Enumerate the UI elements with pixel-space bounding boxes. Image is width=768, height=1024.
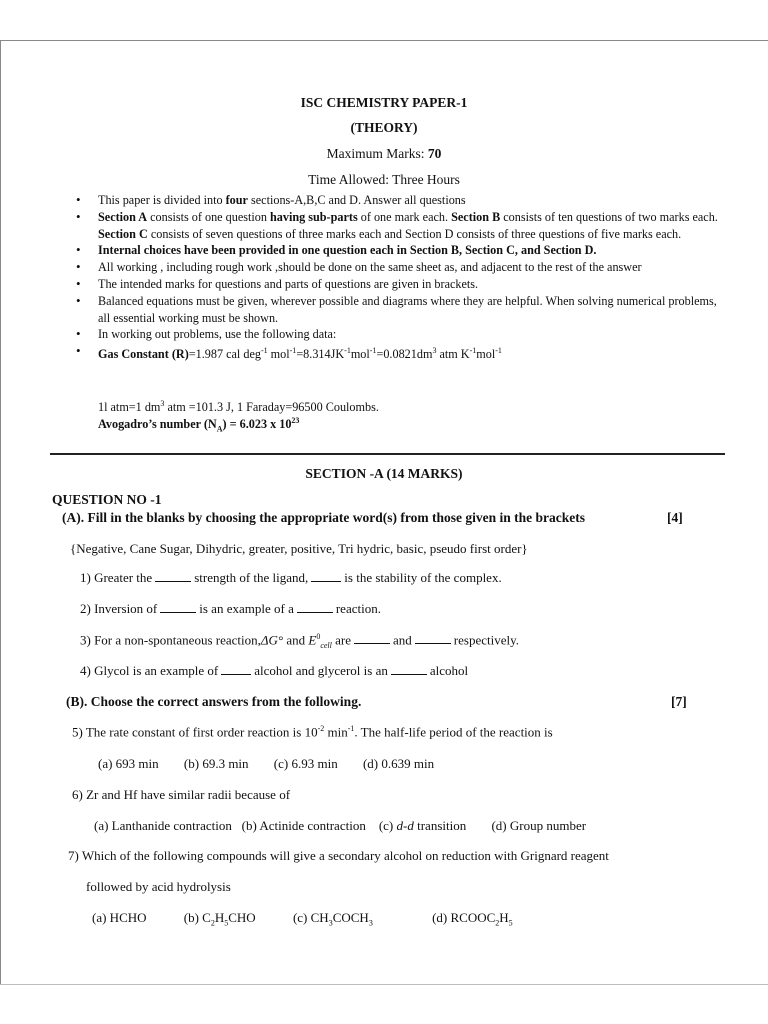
q1-text-b: strength of the ligand, — [194, 570, 309, 585]
sub: 2 — [210, 918, 215, 928]
instruction-text: Balanced equations must be given, wherever possible and diagrams where they are helpful. When solving numerical problems, all essential working must be shown. — [98, 293, 717, 325]
exp: -1 — [369, 346, 377, 356]
exp: -1 — [344, 346, 351, 356]
instruction-item — [76, 192, 726, 209]
delta-g-symbol: ΔG° — [260, 632, 284, 648]
instruction-text: Section A — [98, 209, 148, 224]
q4-text-a: 4) Glycol is an example of — [80, 663, 219, 678]
option-b[interactable] — [183, 910, 256, 928]
instruction-text: The intended marks for questions and parts of questions are given in brackets. — [98, 276, 479, 291]
exp: -2 — [317, 724, 325, 733]
avogadro-label: Avogadro’s number (N — [98, 417, 217, 432]
part-b-marks: [7] — [671, 694, 687, 709]
instruction-text: Section C — [98, 226, 148, 241]
blank-line[interactable] — [160, 601, 196, 613]
t: H — [214, 910, 225, 925]
atm-text: 1l atm=1 dm — [98, 400, 161, 415]
section-divider — [50, 453, 725, 455]
instruction-gas-constant — [76, 343, 726, 363]
q4-text-c: alcohol — [429, 663, 469, 678]
instructions-list — [76, 192, 726, 363]
exp: -1 — [260, 346, 268, 356]
option-b[interactable]: (b) 69.3 min — [183, 756, 249, 771]
instruction-text: In working out problems, use the following data: — [98, 327, 337, 342]
q3-and-1: and — [286, 632, 306, 648]
gas-constant-value-2: mol — [270, 347, 290, 362]
instruction-text: of one mark each. — [357, 209, 452, 224]
gas-constant-value-1: =1.987 cal deg — [188, 347, 261, 362]
exp: -1 — [347, 724, 355, 733]
t: CHO — [228, 910, 256, 925]
exp: 3 — [432, 346, 437, 356]
q5-text-b: min — [324, 724, 348, 740]
instruction-text: sections-A,B,C and D. Answer all questions — [247, 193, 466, 207]
option-d[interactable]: (d) Group number — [491, 818, 587, 833]
sub: A — [216, 424, 223, 434]
t: (b) C — [183, 910, 211, 925]
blank-line[interactable] — [221, 663, 251, 675]
gas-constant-label: Gas Constant — [98, 347, 169, 362]
time-allowed: Time Allowed: Three Hours — [308, 172, 460, 187]
mcq-options-6 — [94, 818, 586, 834]
gas-constant-value-6: atm K — [439, 347, 470, 362]
instruction-text: Section B — [451, 209, 501, 224]
page-bottom-border — [0, 984, 768, 985]
q2-text-b: is an example of a — [199, 601, 294, 616]
cell-sub: cell — [320, 640, 332, 650]
exp: -1 — [469, 346, 477, 356]
q4-text-b: alcohol and glycerol is an — [254, 663, 388, 678]
option-c[interactable] — [292, 910, 373, 928]
word-bank: {Negative, Cane Sugar, Dihydric, greater, positive, Tri hydric, basic, pseudo first order} — [70, 541, 528, 556]
instruction-text: All working , including rough work ,should be done on the same sheet as, and adjacent to the rest of the answer — [98, 260, 642, 275]
q3-and-2: and — [393, 632, 412, 648]
sub: 5 — [508, 918, 513, 928]
gas-constant-value-7: mol — [476, 347, 496, 362]
instruction-item — [76, 209, 726, 243]
mcq-options-7 — [92, 910, 513, 928]
option-d[interactable]: (d) 0.639 min — [362, 756, 435, 771]
max-marks-value: 70 — [427, 146, 442, 161]
q3-text-c: respectively. — [453, 632, 519, 648]
option-c[interactable]: (c) 6.93 min — [273, 756, 338, 771]
exp: 0 — [316, 632, 321, 641]
q2-text-c: reaction. — [335, 601, 381, 616]
avogadro-value: ) = 6.023 x 10 — [222, 417, 292, 432]
part-b-heading: (B). Choose the correct answers from the following. — [66, 694, 362, 709]
instruction-item — [76, 326, 726, 343]
gas-constant-symbol: (R) — [171, 347, 189, 362]
exp: -1 — [289, 346, 297, 356]
exp: 3 — [160, 399, 165, 408]
gas-constant-value-3: =8.314JK — [296, 347, 345, 362]
option-c-italic: d-d — [396, 818, 414, 833]
option-c-text: transition — [413, 818, 467, 833]
q1-text-a: 1) Greater the — [80, 570, 153, 585]
instruction-text: consists of seven questions of three marks each and Section D consists of three questions of five marks each. — [147, 226, 682, 241]
blank-question-3 — [80, 632, 519, 650]
blank-line[interactable] — [391, 663, 427, 675]
section-a-title: SECTION -A (14 MARKS) — [305, 466, 463, 481]
sub: 3 — [368, 918, 373, 928]
part-a-heading: (A). Fill in the blanks by choosing the appropriate word(s) from those given in the brackets — [62, 510, 586, 525]
blank-question-4 — [80, 663, 468, 679]
instruction-text: consists of one question — [147, 209, 270, 224]
t: COCH — [332, 910, 369, 925]
blank-line[interactable] — [155, 570, 191, 582]
sub: 2 — [495, 918, 500, 928]
instruction-text: consists of ten questions of two marks each. — [500, 209, 718, 224]
part-a-marks: [4] — [667, 510, 683, 525]
mcq-question-7: 7) Which of the following compounds will give a secondary alcohol on reduction with Grignard reagent — [68, 848, 609, 863]
sub: 3 — [328, 918, 333, 928]
instruction-item — [76, 259, 726, 276]
blank-line[interactable] — [415, 632, 451, 644]
blank-line[interactable] — [354, 632, 390, 644]
instruction-item — [76, 276, 726, 293]
question-number: QUESTION NO -1 — [52, 492, 162, 507]
blank-line[interactable] — [311, 570, 341, 582]
mcq-question-5 — [72, 724, 553, 740]
sub: 5 — [224, 918, 229, 928]
data-line-avogadro — [98, 413, 738, 438]
exp: -1 — [495, 346, 502, 356]
option-a[interactable]: (a) 693 min — [98, 756, 159, 771]
option-a[interactable]: (a) HCHO — [92, 910, 147, 925]
option-a[interactable]: (a) Lanthanide contraction — [94, 818, 232, 833]
q1-text-c: is the stability of the complex. — [344, 570, 502, 585]
t: (c) CH — [292, 910, 329, 925]
blank-question-1 — [80, 570, 502, 586]
t: (d) RCOOC — [432, 910, 496, 925]
q3-text-a: 3) For a non-spontaneous reaction, — [80, 632, 261, 648]
gas-constant-value-4: mol — [350, 347, 370, 362]
mcq-question-6: 6) Zr and Hf have similar radii because of — [72, 787, 291, 802]
paper-subtitle: (THEORY) — [350, 120, 418, 135]
mcq-options-5 — [98, 756, 434, 772]
option-c[interactable] — [379, 818, 466, 833]
exp: 23 — [291, 416, 300, 425]
q5-text-a: 5) The rate constant of first order reaction is 10 — [72, 724, 318, 740]
max-marks — [0, 146, 768, 162]
instruction-text: having sub-parts — [269, 209, 358, 224]
max-marks-label: Maximum Marks: — [326, 146, 425, 161]
gas-constant-value-5: =0.0821dm — [376, 347, 433, 362]
page-top-border — [0, 40, 768, 41]
q3-are: are — [335, 632, 351, 648]
q5-text-c: . The half-life period of the reaction is — [354, 724, 553, 740]
option-b[interactable]: (b) Actinide contraction — [241, 818, 366, 833]
e-symbol: E — [308, 632, 317, 648]
instruction-text: Internal choices have been provided in one question each in Section B, Section C, and Section D. — [98, 243, 597, 258]
blank-question-2 — [80, 601, 381, 617]
option-c-label: (c) — [378, 818, 397, 833]
instruction-item — [76, 293, 726, 327]
instruction-text: This paper is divided into — [98, 193, 226, 207]
instruction-text: four — [225, 193, 248, 207]
option-d[interactable] — [432, 910, 513, 928]
mcq-question-7-cont: followed by acid hydrolysis — [86, 879, 231, 894]
blank-line[interactable] — [297, 601, 333, 613]
q2-text-a: 2) Inversion of — [80, 601, 158, 616]
t: H — [499, 910, 509, 925]
instruction-item — [76, 242, 726, 259]
faraday-text: atm =101.3 J, 1 Faraday=96500 Coulombs. — [164, 400, 379, 415]
paper-title: ISC CHEMISTRY PAPER-1 — [300, 95, 468, 110]
